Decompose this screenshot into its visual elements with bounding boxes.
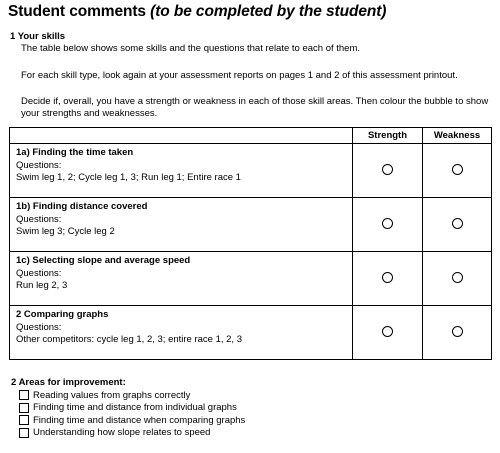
table-row [10, 252, 492, 306]
questions-label: Questions: [16, 267, 62, 279]
table-row [10, 198, 492, 252]
strength-cell [353, 198, 423, 252]
skill-cell [10, 198, 353, 252]
area-checkbox[interactable] [19, 390, 29, 400]
your-skills-heading: 1 Your skills [10, 31, 66, 42]
list-item [19, 389, 245, 402]
area-label: Finding time and distance from individual graphs [33, 402, 237, 414]
questions-list: Run leg 2, 3 [16, 280, 68, 291]
strength-cell [353, 306, 423, 360]
area-label: Reading values from graphs correctly [33, 389, 191, 401]
title-subtitle: (to be completed by the student) [150, 3, 387, 20]
strength-cell [353, 144, 423, 198]
weakness-column-header: Weakness [423, 128, 492, 144]
title-main: Student comments [8, 3, 146, 20]
weakness-bubble[interactable] [452, 326, 463, 337]
strength-bubble[interactable] [382, 326, 393, 337]
questions-list: Other competitors: cycle leg 1, 2, 3; entire race 1, 2, 3 [16, 334, 242, 345]
skills-table [9, 127, 492, 360]
skill-name: 1a) Finding the time taken [16, 147, 134, 158]
questions-label: Questions: [16, 159, 62, 171]
skill-name: 1b) Finding distance covered [16, 201, 148, 212]
list-item [19, 402, 245, 415]
area-label: Finding time and distance when comparing graphs [33, 414, 246, 426]
weakness-cell [423, 144, 492, 198]
skills-decide-paragraph: Decide if, overall, you have a strength or weakness in each of those skill areas. Then colour the bubble to show your strengths and weaknesses. [21, 96, 489, 119]
questions-label: Questions: [16, 321, 62, 333]
list-item [19, 427, 245, 440]
areas-for-improvement [11, 377, 245, 439]
skill-name: 1c) Selecting slope and average speed [16, 255, 191, 266]
area-checkbox[interactable] [19, 403, 29, 413]
strength-bubble[interactable] [382, 272, 393, 283]
questions-list: Swim leg 3; Cycle leg 2 [16, 226, 115, 237]
questions-label: Questions: [16, 213, 62, 225]
strength-bubble[interactable] [382, 164, 393, 175]
area-label: Understanding how slope relates to speed [33, 427, 211, 439]
weakness-cell [423, 252, 492, 306]
weakness-bubble[interactable] [452, 164, 463, 175]
skills-instructions-paragraph: For each skill type, look again at your assessment reports on pages 1 and 2 of this assessment printout. [21, 70, 458, 81]
table-row [10, 306, 492, 360]
questions-list: Swim leg 1, 2; Cycle leg 1, 3; Run leg 1; Entire race 1 [16, 172, 241, 183]
area-checkbox[interactable] [19, 428, 29, 438]
area-checkbox[interactable] [19, 415, 29, 425]
list-item [19, 414, 245, 427]
strength-column-header: Strength [353, 128, 423, 144]
weakness-cell [423, 198, 492, 252]
table-row [10, 144, 492, 198]
areas-heading: 2 Areas for improvement: [11, 377, 126, 388]
skills-intro-paragraph: The table below shows some skills and the questions that relate to each of them. [21, 43, 361, 54]
page-title [8, 3, 386, 21]
skill-cell [10, 306, 353, 360]
skill-cell [10, 252, 353, 306]
weakness-bubble[interactable] [452, 272, 463, 283]
skill-column-header [10, 128, 353, 144]
skill-cell [10, 144, 353, 198]
skill-name: 2 Comparing graphs [16, 309, 109, 320]
weakness-bubble[interactable] [452, 218, 463, 229]
weakness-cell [423, 306, 492, 360]
strength-cell [353, 252, 423, 306]
strength-bubble[interactable] [382, 218, 393, 229]
table-header-row [10, 128, 492, 144]
